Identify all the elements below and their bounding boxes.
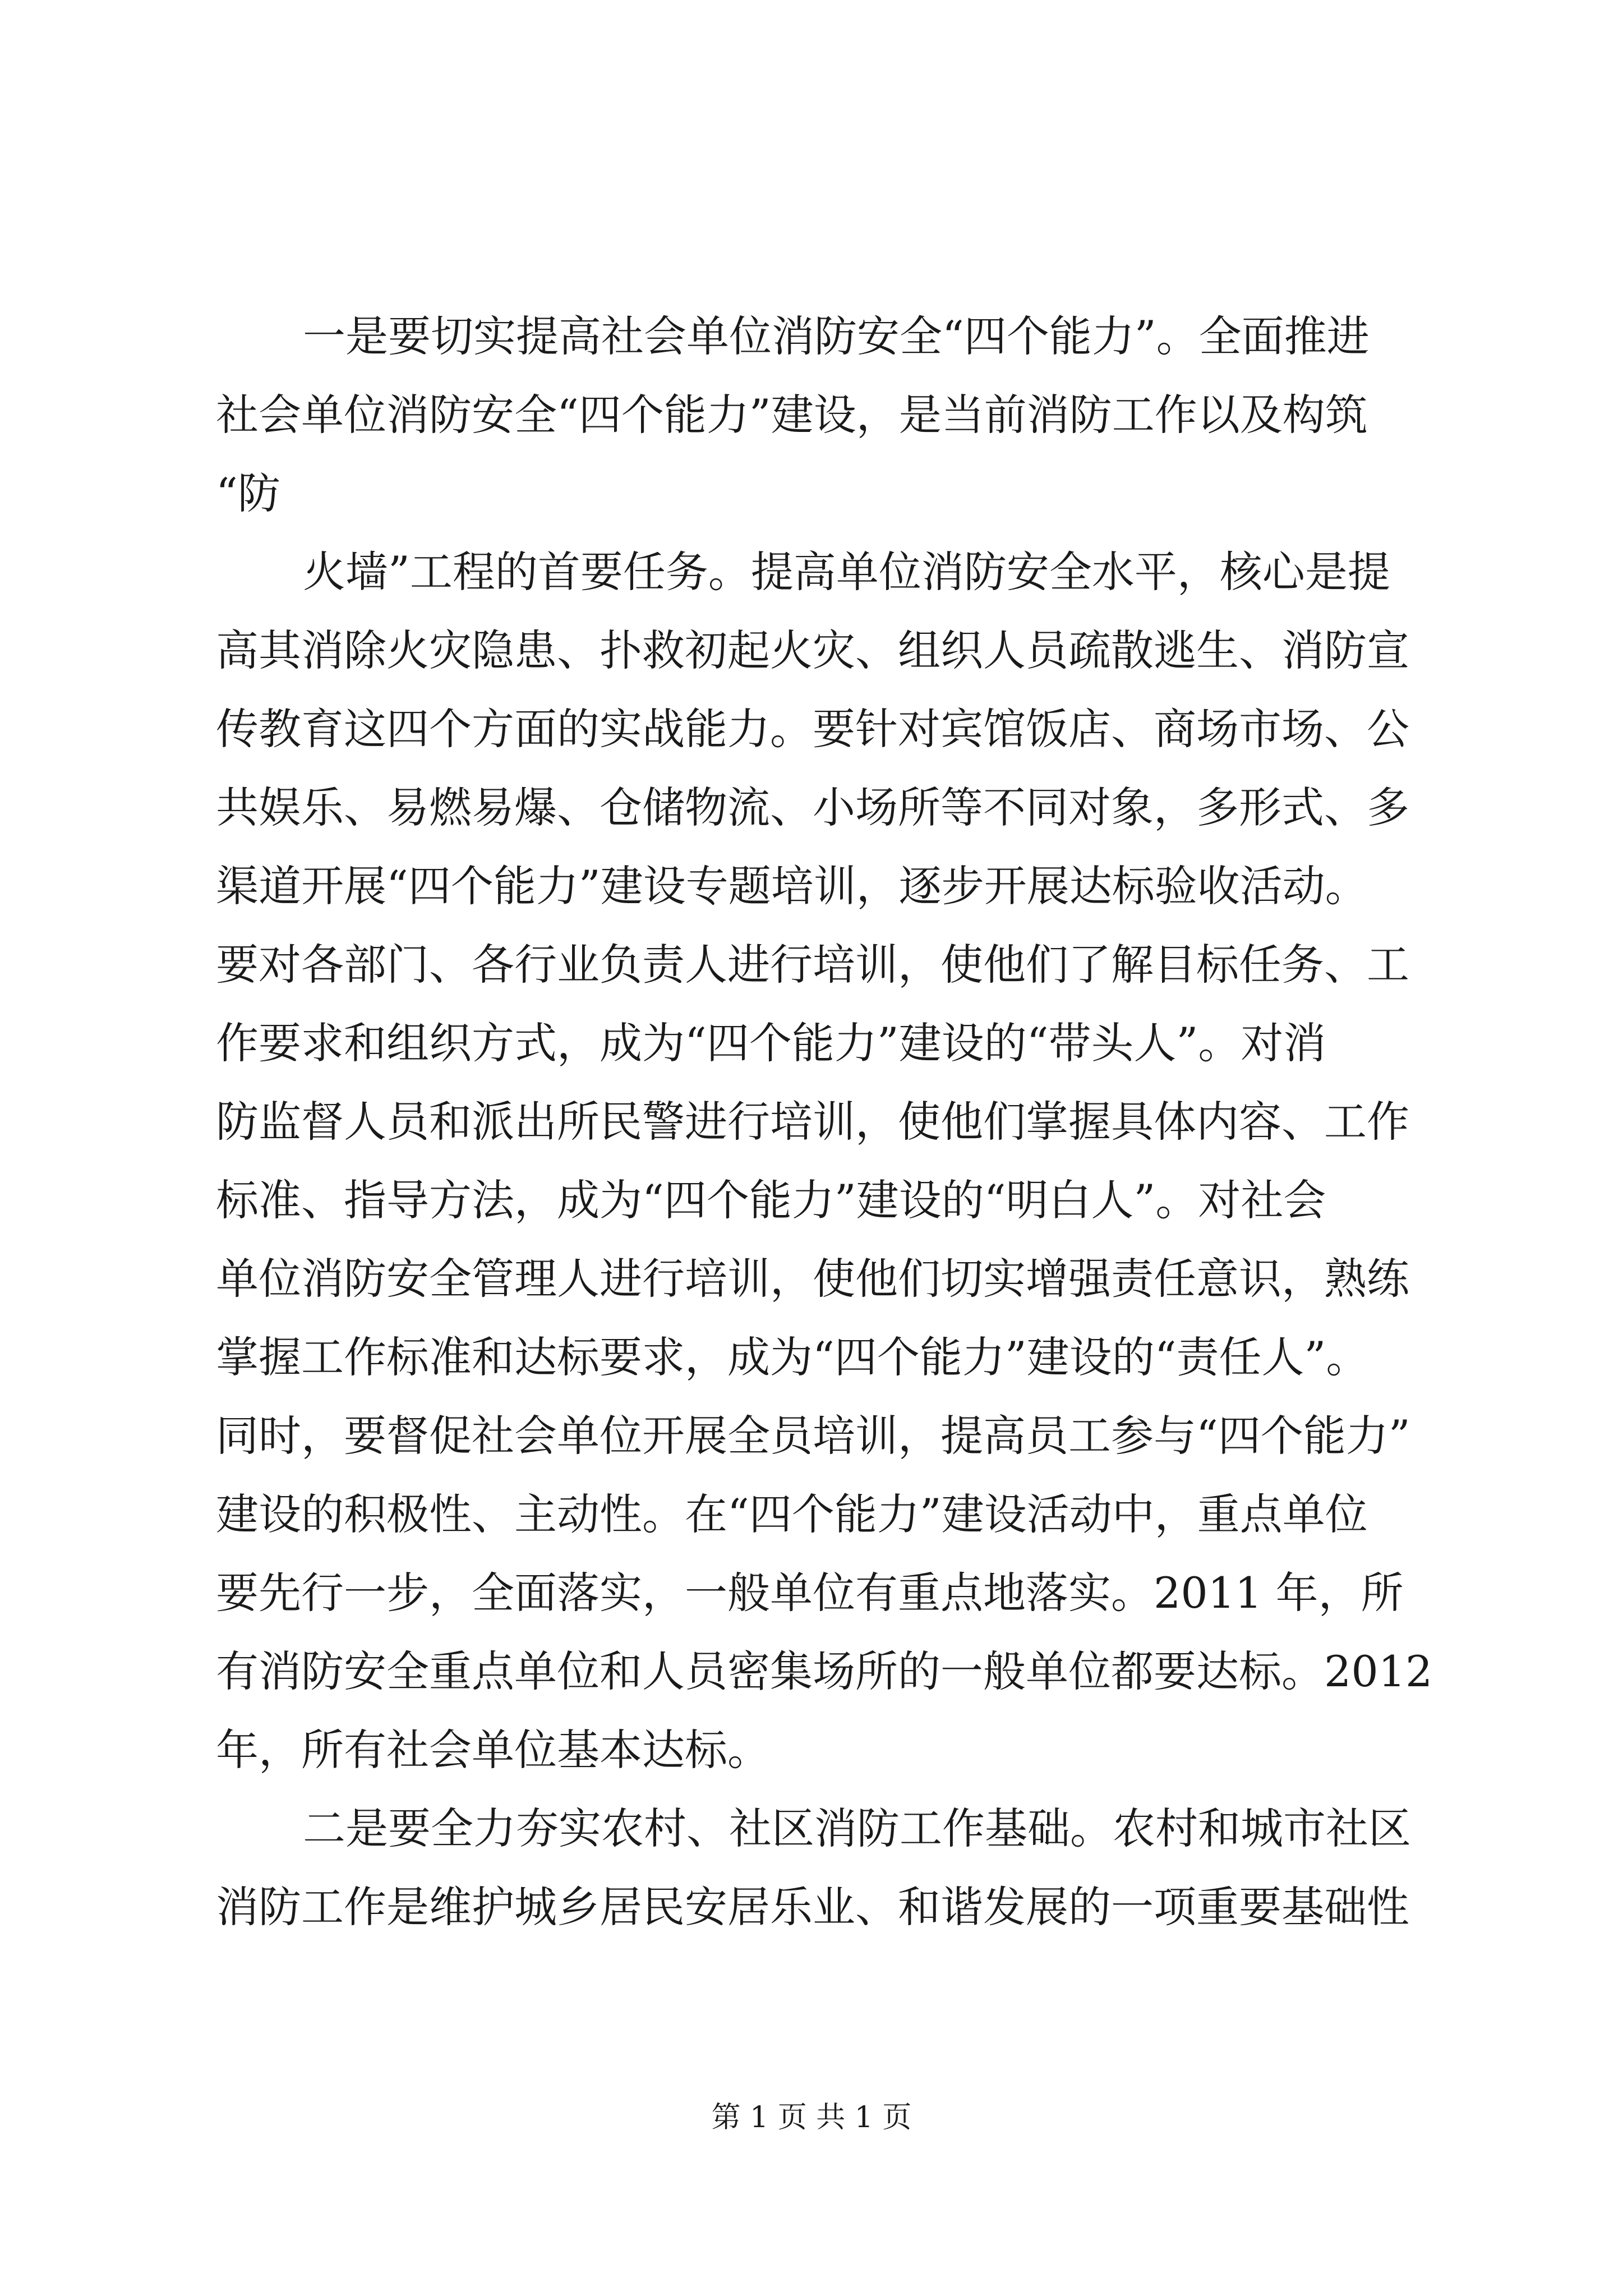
text-line: 年，所有社会单位基本达标。 bbox=[216, 1725, 770, 1775]
text-line: 同时，要督促社会单位开展全员培训，提高员工参与“四个能力” bbox=[216, 1411, 1410, 1461]
page-footer: 第 1 页 共 1 页 bbox=[711, 2101, 912, 2134]
text-line: 单位消防安全管理人进行培训，使他们切实增强责任意识，熟练 bbox=[216, 1254, 1409, 1304]
text-line: 消防工作是维护城乡居民安居乐业、和谐发展的一项重要基础性 bbox=[216, 1882, 1409, 1932]
text-line: 火墙”工程的首要任务。提高单位消防安全水平，核心是提 bbox=[303, 547, 1390, 597]
text-line: 传教育这四个方面的实战能力。要针对宾馆饭店、商场市场、公 bbox=[216, 704, 1409, 754]
text-line: 二是要全力夯实农村、社区消防工作基础。农村和城市社区 bbox=[303, 1803, 1411, 1853]
text-line: 渠道开展“四个能力”建设专题培训，逐步开展达标验收活动。 bbox=[216, 861, 1368, 911]
text-line: “防 bbox=[216, 468, 280, 518]
text-line: 建设的积极性、主动性。在“四个能力”建设活动中，重点单位 bbox=[216, 1489, 1368, 1539]
text-line: 一是要切实提高社会单位消防安全“四个能力”。全面推进 bbox=[303, 311, 1370, 361]
text-line: 高其消除火灾隐患、扑救初起火灾、组织人员疏散逃生、消防宣 bbox=[216, 625, 1409, 675]
text-line: 要对各部门、各行业负责人进行培训，使他们了解目标任务、工 bbox=[216, 940, 1409, 990]
text-line: 防监督人员和派出所民警进行培训，使他们掌握具体内容、工作 bbox=[216, 1097, 1409, 1147]
text-line: 共娱乐、易燃易爆、仓储物流、小场所等不同对象，多形式、多 bbox=[216, 783, 1409, 832]
text-line: 标准、指导方法，成为“四个能力”建设的“明白人”。对社会 bbox=[216, 1175, 1326, 1225]
text-line: 掌握工作标准和达标要求，成为“四个能力”建设的“责任人”。 bbox=[216, 1332, 1369, 1382]
text-line: 有消防安全重点单位和人员密集场所的一般单位都要达标。2012 bbox=[216, 1646, 1433, 1696]
text-line: 社会单位消防安全“四个能力”建设，是当前消防工作以及构筑 bbox=[216, 390, 1368, 440]
text-line: 作要求和组织方式，成为“四个能力”建设的“带头人”。对消 bbox=[216, 1018, 1326, 1068]
text-line: 要先行一步，全面落实，一般单位有重点地落实。2011 年，所 bbox=[216, 1568, 1404, 1618]
